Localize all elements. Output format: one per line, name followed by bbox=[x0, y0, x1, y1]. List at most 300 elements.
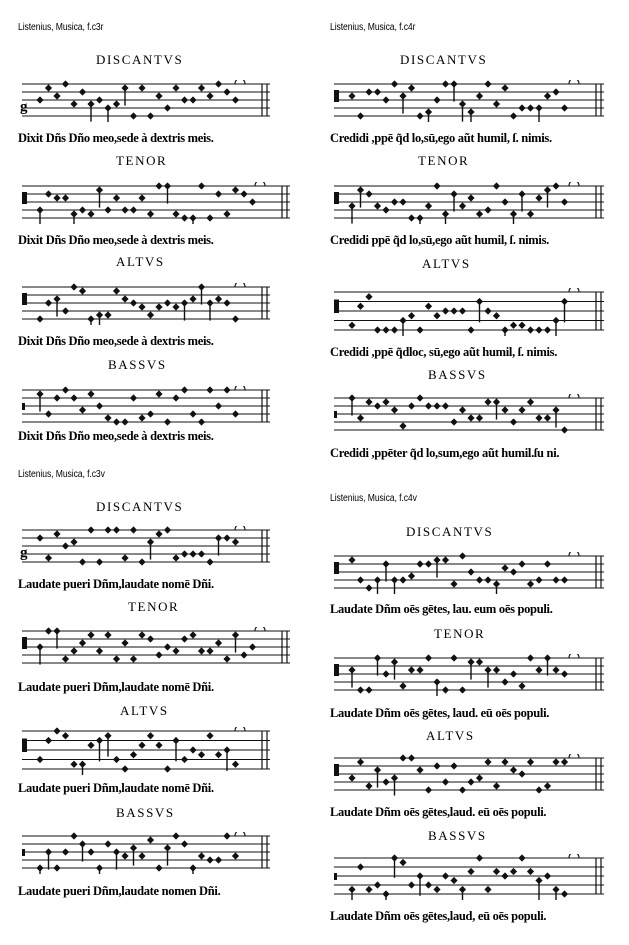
note-head bbox=[399, 754, 406, 761]
note-head bbox=[147, 311, 154, 318]
note-head bbox=[181, 96, 188, 103]
note-head bbox=[113, 194, 120, 201]
fermata-icon bbox=[569, 182, 579, 186]
voice-heading: BASSVS bbox=[108, 357, 167, 372]
note-head bbox=[215, 751, 222, 758]
note-head bbox=[121, 418, 128, 425]
note-head bbox=[476, 576, 483, 583]
note-head bbox=[198, 751, 205, 758]
note-head bbox=[172, 84, 179, 91]
note-head bbox=[348, 556, 355, 563]
lyrics-line: Laudate Dñm oēs gētes,laud, eū oēs populi. bbox=[330, 909, 547, 923]
note-head bbox=[147, 112, 154, 119]
f-clef-icon bbox=[22, 849, 25, 856]
note-head bbox=[535, 326, 542, 333]
note-head bbox=[348, 322, 355, 329]
note-head bbox=[442, 872, 449, 879]
note-head bbox=[484, 80, 491, 87]
fermata-icon bbox=[255, 182, 265, 186]
note-head bbox=[113, 756, 120, 763]
note-head bbox=[382, 778, 389, 785]
fermata-icon bbox=[569, 854, 579, 858]
note-head bbox=[181, 386, 188, 393]
note-head bbox=[450, 877, 457, 884]
note-head bbox=[476, 854, 483, 861]
note-head bbox=[121, 554, 128, 561]
note-head bbox=[121, 852, 128, 859]
source-citation: Listenius, Musica, f.c3v bbox=[18, 469, 105, 480]
note-head bbox=[138, 631, 145, 638]
note-head bbox=[138, 84, 145, 91]
f-clef-icon bbox=[334, 873, 337, 880]
f-clef-icon bbox=[334, 411, 337, 418]
note-head bbox=[399, 682, 406, 689]
note-head bbox=[198, 852, 205, 859]
note-head bbox=[189, 96, 196, 103]
c-clef-icon bbox=[334, 192, 339, 204]
note-head bbox=[240, 190, 247, 197]
note-head bbox=[425, 654, 432, 661]
note-head bbox=[36, 756, 43, 763]
note-head bbox=[198, 418, 205, 425]
note-head bbox=[399, 576, 406, 583]
note-head bbox=[459, 406, 466, 413]
note-head bbox=[527, 210, 534, 217]
fermata-icon bbox=[235, 832, 245, 836]
note-head bbox=[53, 394, 60, 401]
note-head bbox=[544, 872, 551, 879]
note-head bbox=[476, 210, 483, 217]
note-head bbox=[70, 761, 77, 768]
note-head bbox=[459, 307, 466, 314]
note-head bbox=[70, 832, 77, 839]
note-head bbox=[45, 190, 52, 197]
note-head bbox=[113, 100, 120, 107]
note-head bbox=[425, 202, 432, 209]
note-head bbox=[433, 402, 440, 409]
note-head bbox=[36, 96, 43, 103]
note-head bbox=[223, 534, 230, 541]
fermata-icon bbox=[569, 754, 579, 758]
fermata-icon bbox=[255, 627, 265, 631]
note-head bbox=[206, 558, 213, 565]
note-head bbox=[138, 558, 145, 565]
note-head bbox=[425, 786, 432, 793]
note-head bbox=[408, 754, 415, 761]
source-citation: Listenius, Musica, f.c3r bbox=[18, 22, 104, 33]
c-clef-icon bbox=[334, 300, 339, 314]
note-head bbox=[527, 104, 534, 111]
note-head bbox=[138, 852, 145, 859]
note-head bbox=[121, 206, 128, 213]
note-head bbox=[62, 732, 69, 739]
note-head bbox=[138, 303, 145, 310]
note-head bbox=[348, 774, 355, 781]
note-head bbox=[164, 104, 171, 111]
note-head bbox=[450, 418, 457, 425]
note-head bbox=[45, 410, 52, 417]
note-head bbox=[493, 868, 500, 875]
note-head bbox=[365, 88, 372, 95]
note-head bbox=[476, 414, 483, 421]
note-head bbox=[433, 762, 440, 769]
note-head bbox=[62, 307, 69, 314]
note-head bbox=[70, 538, 77, 545]
note-head bbox=[561, 426, 568, 433]
note-head bbox=[501, 872, 508, 879]
note-head bbox=[155, 651, 162, 658]
c-clef-icon bbox=[22, 293, 27, 305]
note-head bbox=[164, 643, 171, 650]
note-head bbox=[442, 402, 449, 409]
note-head bbox=[518, 682, 525, 689]
note-head bbox=[416, 666, 423, 673]
note-head bbox=[232, 96, 239, 103]
source-citation: Listenius, Musica, f.c4v bbox=[330, 493, 417, 504]
note-head bbox=[510, 766, 517, 773]
note-head bbox=[87, 631, 94, 638]
f-clef-icon bbox=[22, 403, 25, 410]
note-head bbox=[450, 762, 457, 769]
note-head bbox=[147, 732, 154, 739]
note-head bbox=[433, 96, 440, 103]
lyrics-line: Dixit Dñs Dño meo,sede à dextris meis. bbox=[18, 334, 214, 348]
note-head bbox=[382, 670, 389, 677]
note-head bbox=[510, 568, 517, 575]
note-head bbox=[442, 307, 449, 314]
lyrics-line: Laudate Dñm oēs gētes, laud. eū oēs populi. bbox=[330, 706, 550, 720]
voice-heading: TENOR bbox=[128, 599, 180, 614]
note-head bbox=[104, 840, 111, 847]
note-head bbox=[484, 307, 491, 314]
note-head bbox=[189, 295, 196, 302]
note-head bbox=[104, 414, 111, 421]
note-head bbox=[527, 580, 534, 587]
note-head bbox=[365, 886, 372, 893]
note-head bbox=[450, 654, 457, 661]
note-head bbox=[53, 864, 60, 871]
note-head bbox=[172, 394, 179, 401]
note-head bbox=[70, 394, 77, 401]
note-head bbox=[552, 88, 559, 95]
note-head bbox=[501, 758, 508, 765]
note-head bbox=[215, 639, 222, 646]
note-head bbox=[79, 406, 86, 413]
note-head bbox=[87, 210, 94, 217]
note-head bbox=[121, 295, 128, 302]
note-head bbox=[459, 786, 466, 793]
note-head bbox=[215, 190, 222, 197]
note-head bbox=[493, 666, 500, 673]
voice-heading: ALTVS bbox=[120, 703, 169, 718]
voice-heading: TENOR bbox=[116, 153, 168, 168]
note-head bbox=[535, 666, 542, 673]
note-head bbox=[391, 80, 398, 87]
note-head bbox=[96, 96, 103, 103]
note-head bbox=[147, 635, 154, 642]
note-head bbox=[357, 863, 364, 870]
note-head bbox=[408, 84, 415, 91]
c-clef-icon bbox=[334, 664, 339, 676]
note-head bbox=[181, 550, 188, 557]
note-head bbox=[357, 686, 364, 693]
note-head bbox=[374, 202, 381, 209]
note-head bbox=[561, 670, 568, 677]
note-head bbox=[501, 84, 508, 91]
note-head bbox=[374, 881, 381, 888]
note-head bbox=[544, 92, 551, 99]
note-head bbox=[181, 635, 188, 642]
music-staff bbox=[18, 283, 274, 325]
note-head bbox=[45, 84, 52, 91]
note-head bbox=[189, 631, 196, 638]
music-staff bbox=[330, 654, 608, 696]
note-head bbox=[493, 100, 500, 107]
note-head bbox=[164, 526, 171, 533]
note-head bbox=[518, 854, 525, 861]
note-head bbox=[399, 422, 406, 429]
note-head bbox=[96, 402, 103, 409]
note-head bbox=[459, 686, 466, 693]
lyrics-line: Laudate pueri Dñm,laudate nomen Dñi. bbox=[18, 884, 221, 898]
note-head bbox=[189, 410, 196, 417]
note-head bbox=[365, 782, 372, 789]
note-head bbox=[365, 686, 372, 693]
note-head bbox=[155, 390, 162, 397]
note-head bbox=[206, 386, 213, 393]
note-head bbox=[172, 303, 179, 310]
note-head bbox=[155, 92, 162, 99]
note-head bbox=[484, 576, 491, 583]
note-head bbox=[510, 322, 517, 329]
lyrics-line: Dixit Dñs Dño meo,sede à dextris meis. bbox=[18, 131, 214, 145]
note-head bbox=[527, 868, 534, 875]
note-head bbox=[493, 782, 500, 789]
note-head bbox=[113, 655, 120, 662]
note-head bbox=[215, 856, 222, 863]
note-head bbox=[433, 182, 440, 189]
note-head bbox=[391, 198, 398, 205]
note-head bbox=[206, 647, 213, 654]
note-head bbox=[198, 84, 205, 91]
note-head bbox=[348, 92, 355, 99]
note-head bbox=[232, 761, 239, 768]
note-head bbox=[442, 556, 449, 563]
note-head bbox=[147, 836, 154, 843]
c-clef-icon bbox=[22, 739, 27, 753]
note-head bbox=[510, 418, 517, 425]
music-staff bbox=[18, 386, 274, 428]
fermata-icon bbox=[569, 394, 579, 398]
note-head bbox=[484, 398, 491, 405]
note-head bbox=[561, 104, 568, 111]
note-head bbox=[476, 92, 483, 99]
voice-heading: BASSVS bbox=[116, 805, 175, 820]
note-head bbox=[459, 202, 466, 209]
note-head bbox=[206, 214, 213, 221]
lyrics-line: Dixit Dñs Dño meo,sede à dextris meis. bbox=[18, 429, 214, 443]
music-staff bbox=[18, 526, 274, 568]
note-head bbox=[130, 206, 137, 213]
c-clef-icon bbox=[334, 764, 339, 776]
note-head bbox=[113, 418, 120, 425]
note-head bbox=[544, 560, 551, 567]
note-head bbox=[476, 658, 483, 665]
note-head bbox=[382, 206, 389, 213]
note-head bbox=[527, 654, 534, 661]
note-head bbox=[181, 214, 188, 221]
music-staff bbox=[330, 288, 608, 336]
note-head bbox=[493, 182, 500, 189]
note-head bbox=[36, 315, 43, 322]
note-head bbox=[45, 299, 52, 306]
note-head bbox=[198, 182, 205, 189]
note-head bbox=[535, 194, 542, 201]
music-staff bbox=[18, 832, 274, 874]
note-head bbox=[357, 303, 364, 310]
note-head bbox=[561, 890, 568, 897]
note-head bbox=[518, 104, 525, 111]
note-head bbox=[164, 765, 171, 772]
note-head bbox=[104, 206, 111, 213]
note-head bbox=[535, 786, 542, 793]
note-head bbox=[130, 299, 137, 306]
source-citation: Listenius, Musica, f.c4r bbox=[330, 22, 416, 33]
note-head bbox=[416, 112, 423, 119]
note-head bbox=[223, 386, 230, 393]
note-head bbox=[442, 80, 449, 87]
note-head bbox=[442, 778, 449, 785]
note-head bbox=[104, 631, 111, 638]
note-head bbox=[399, 859, 406, 866]
note-head bbox=[232, 410, 239, 417]
note-head bbox=[467, 414, 474, 421]
note-head bbox=[53, 194, 60, 201]
note-head bbox=[164, 418, 171, 425]
note-head bbox=[365, 398, 372, 405]
note-head bbox=[416, 326, 423, 333]
note-head bbox=[138, 194, 145, 201]
note-head bbox=[172, 647, 179, 654]
c-clef-icon bbox=[22, 192, 27, 204]
voice-heading: DISCANTVS bbox=[400, 52, 488, 67]
note-head bbox=[416, 394, 423, 401]
note-head bbox=[62, 80, 69, 87]
note-head bbox=[87, 848, 94, 855]
note-head bbox=[408, 881, 415, 888]
note-head bbox=[501, 564, 508, 571]
note-head bbox=[544, 782, 551, 789]
fermata-icon bbox=[569, 288, 579, 292]
note-head bbox=[408, 572, 415, 579]
note-head bbox=[104, 526, 111, 533]
note-head bbox=[172, 210, 179, 217]
lyrics-line: Credidi ,ppē q̃d lo,sū,ego aũt humil, ſ. nimis. bbox=[330, 131, 552, 145]
note-head bbox=[223, 655, 230, 662]
music-staff bbox=[330, 182, 608, 224]
note-head bbox=[391, 406, 398, 413]
note-head bbox=[223, 832, 230, 839]
fermata-icon bbox=[569, 654, 579, 658]
note-head bbox=[155, 303, 162, 310]
voice-heading: BASSVS bbox=[428, 828, 487, 843]
note-head bbox=[62, 542, 69, 549]
note-head bbox=[552, 182, 559, 189]
note-head bbox=[87, 742, 94, 749]
note-head bbox=[501, 678, 508, 685]
note-head bbox=[399, 198, 406, 205]
note-head bbox=[53, 92, 60, 99]
note-head bbox=[433, 312, 440, 319]
note-head bbox=[365, 293, 372, 300]
note-head bbox=[155, 864, 162, 871]
note-head bbox=[374, 326, 381, 333]
note-head bbox=[164, 299, 171, 306]
note-head bbox=[416, 766, 423, 773]
note-head bbox=[87, 526, 94, 533]
note-head bbox=[45, 554, 52, 561]
note-head bbox=[501, 406, 508, 413]
note-head bbox=[459, 552, 466, 559]
note-head bbox=[467, 868, 474, 875]
note-head bbox=[518, 406, 525, 413]
fermata-icon bbox=[569, 552, 579, 556]
note-head bbox=[138, 742, 145, 749]
note-head bbox=[249, 198, 256, 205]
note-head bbox=[357, 576, 364, 583]
fermata-icon bbox=[235, 283, 245, 287]
note-head bbox=[552, 758, 559, 765]
note-head bbox=[206, 732, 213, 739]
note-head bbox=[232, 186, 239, 193]
music-staff bbox=[330, 80, 608, 122]
lyrics-line: Credidi ,ppē q̃dloc, sū,ego aũt humil, ſ. nimis. bbox=[330, 345, 558, 359]
voice-heading: TENOR bbox=[434, 626, 486, 641]
note-head bbox=[552, 666, 559, 673]
note-head bbox=[113, 287, 120, 294]
note-head bbox=[484, 758, 491, 765]
note-head bbox=[36, 534, 43, 541]
note-head bbox=[484, 886, 491, 893]
voice-heading: DISCANTVS bbox=[406, 524, 494, 539]
lyrics-line: Laudate pueri Dñm,laudate nomē Dñi. bbox=[18, 577, 214, 591]
note-head bbox=[206, 92, 213, 99]
note-head bbox=[408, 214, 415, 221]
music-staff bbox=[18, 627, 294, 669]
g-clef-icon: g bbox=[20, 99, 28, 115]
note-head bbox=[391, 326, 398, 333]
note-head bbox=[374, 88, 381, 95]
note-head bbox=[382, 326, 389, 333]
note-head bbox=[357, 414, 364, 421]
note-head bbox=[172, 832, 179, 839]
note-head bbox=[232, 852, 239, 859]
music-staff bbox=[18, 727, 274, 775]
note-head bbox=[96, 647, 103, 654]
fermata-icon bbox=[235, 526, 245, 530]
voice-heading: ALTVS bbox=[422, 256, 471, 271]
note-head bbox=[249, 643, 256, 650]
note-head bbox=[425, 402, 432, 409]
c-clef-icon bbox=[22, 637, 27, 649]
note-head bbox=[45, 737, 52, 744]
note-head bbox=[79, 88, 86, 95]
note-head bbox=[518, 770, 525, 777]
note-head bbox=[501, 198, 508, 205]
note-head bbox=[365, 584, 372, 591]
note-head bbox=[232, 315, 239, 322]
note-head bbox=[561, 758, 568, 765]
